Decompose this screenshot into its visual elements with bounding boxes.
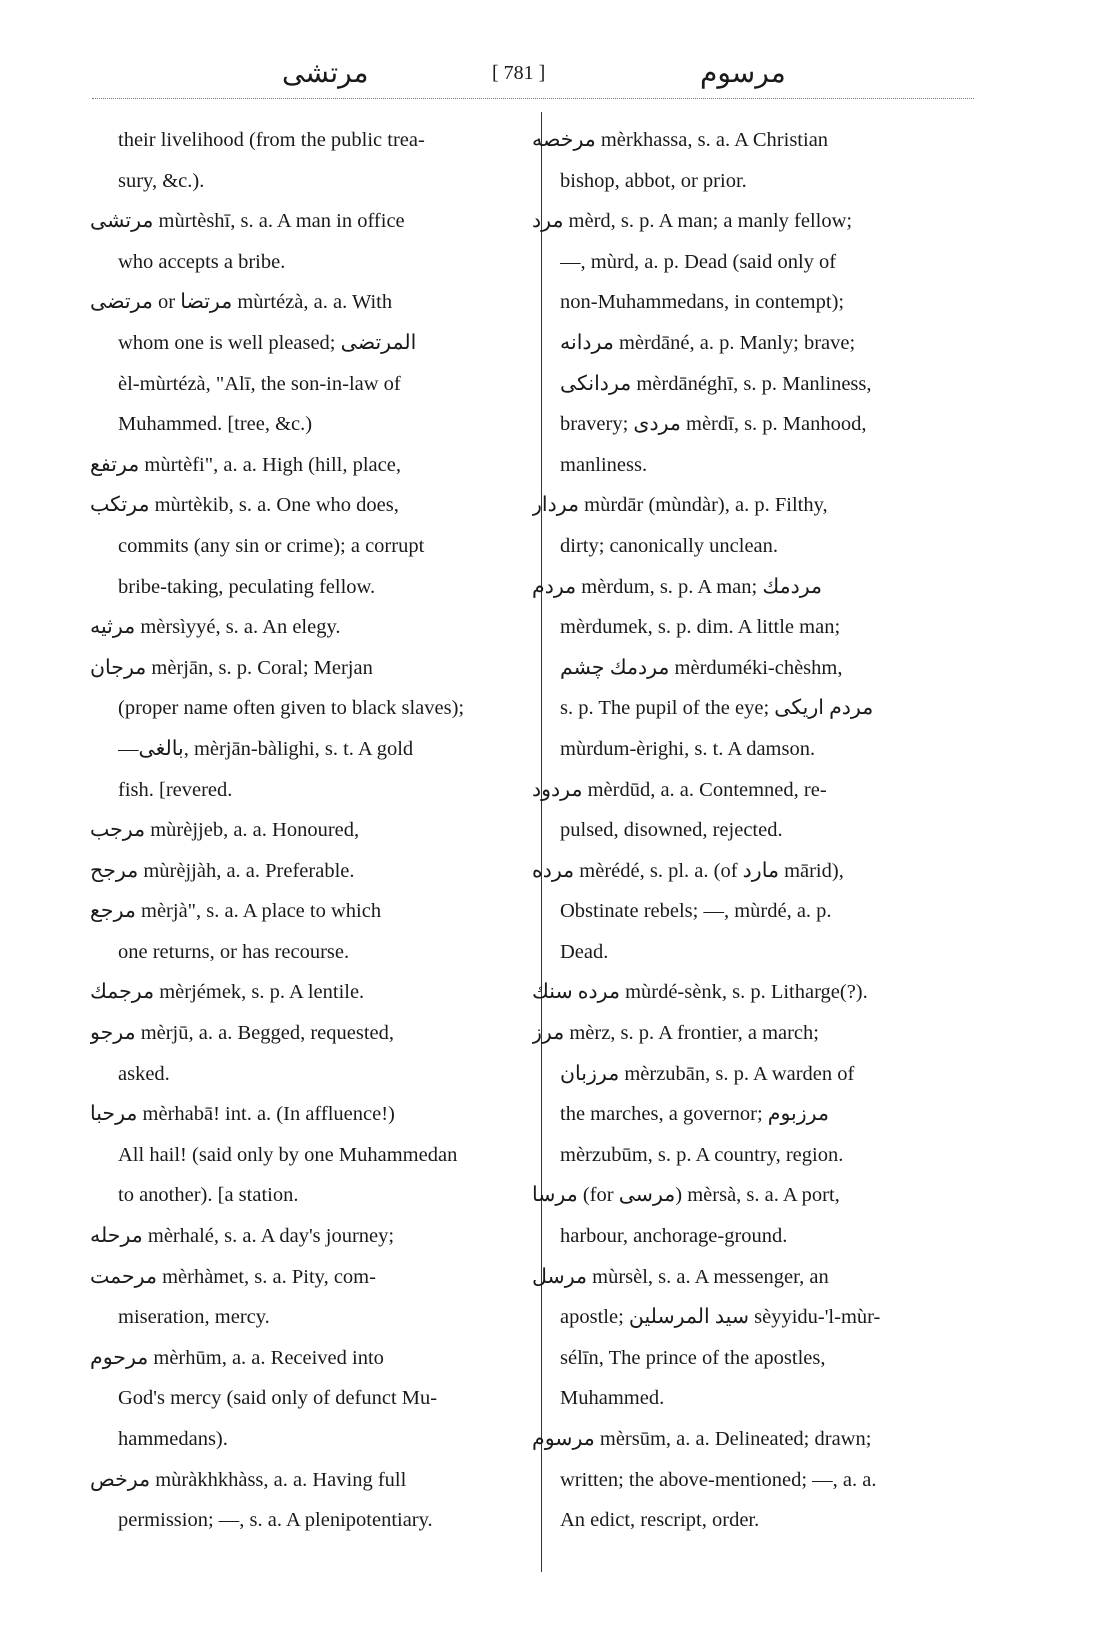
entry-line: An edict, rescript, order. <box>560 1509 760 1532</box>
entry-line: —بالغی, mèrjān-bàlighi, s. t. A gold <box>118 737 414 760</box>
entry-line: sury, &c.). <box>118 169 205 192</box>
entry-line: who accepts a bribe. <box>118 250 286 273</box>
entry-line: their livelihood (from the public trea- <box>118 129 425 151</box>
entry-line: dirty; canonically unclean. <box>560 534 779 557</box>
entry-line: to another). [a station. <box>118 1184 299 1207</box>
entry-line: مردود mèrdūd, a. a. Contemned, re- <box>532 778 827 801</box>
entry-line: مرخصه mèrkhassa, s. a. A Christian <box>532 129 829 151</box>
entry-line: All hail! (said only by one Muhammedan <box>118 1143 458 1166</box>
entry-line: مرجمك mèrjémek, s. p. A lentile. <box>90 981 365 1004</box>
entry-line: manliness. <box>560 453 648 476</box>
column-divider <box>541 112 542 1572</box>
entry-line: مرحوم mèrhūm, a. a. Received into <box>90 1346 384 1369</box>
entry-line: مرده سنك mùrdé-sènk, s. p. Litharge(?). <box>532 981 868 1004</box>
entry-line: written; the above-mentioned; —, a. a. <box>560 1468 877 1491</box>
entry-line: —, mùrd, a. p. Dead (said only of <box>560 250 837 273</box>
entry-line: مرحله mèrhalé, s. a. A day's journey; <box>90 1225 395 1248</box>
entry-line: مرتفع mùrtèfi", a. a. High (hill, place, <box>90 453 401 476</box>
entry-line: one returns, or has recourse. <box>118 940 350 963</box>
entry-line: bravery; مردی mèrdī, s. p. Manhood, <box>560 413 867 436</box>
entry-line: s. p. The pupil of the eye; مردم اریکی <box>560 697 874 720</box>
entry-line: مرسوم mèrsūm, a. a. Delineated; drawn; <box>532 1428 872 1450</box>
entry-line: hammedans). <box>118 1428 228 1450</box>
entry-line: مرد mèrd, s. p. A man; a manly fellow; <box>532 210 853 233</box>
entry-line: Muhammed. [tree, &c.) <box>118 413 313 436</box>
entry-line: مردم mèrdum, s. p. A man; مردمك <box>532 575 823 598</box>
right-column <box>532 120 980 1541</box>
entry-line: Dead. <box>560 940 609 963</box>
entry-line: apostle; سید المرسلین sèyyidu-'l-mùr- <box>560 1306 881 1329</box>
entry-line: asked. <box>118 1062 170 1085</box>
entry-line: مرجح mùrèjjàh, a. a. Preferable. <box>90 859 355 882</box>
entry-line: مرجو mèrjū, a. a. Begged, requested, <box>90 1022 394 1045</box>
entry-line: مرزبان mèrzubān, s. p. A warden of <box>560 1062 855 1085</box>
entry-line: مرتضی or مرتضا mùrtézà, a. a. With <box>90 291 393 314</box>
entry-line: مرجان mèrjān, s. p. Coral; Merjan <box>90 656 373 679</box>
entry-line: God's mercy (said only of defunct Mu- <box>118 1387 438 1410</box>
entry-line: fish. [revered. <box>118 778 233 801</box>
entry-line: مرسل mùrsèl, s. a. A messenger, an <box>532 1265 829 1288</box>
entry-line: Muhammed. <box>560 1387 665 1410</box>
entry-line: مردار mùrdār (mùndàr), a. p. Filthy, <box>532 494 828 517</box>
entry-line: مرده mèrédé, s. pl. a. (of مارد mārid), <box>532 859 844 882</box>
entry-line: مرتشی mùrtèshī, s. a. A man in office <box>90 210 405 233</box>
entry-line: sélīn, The prince of the apostles, <box>560 1346 826 1369</box>
entry-line: مردمك چشم mèrduméki-chèshm, <box>560 656 843 679</box>
entry-line: harbour, anchorage-ground. <box>560 1225 788 1248</box>
entry-line: مردانکی mèrdānéghī, s. p. Manliness, <box>560 372 872 395</box>
header-right-word: مرسوم <box>700 56 786 89</box>
entry-line: bribe-taking, peculating fellow. <box>118 575 376 598</box>
entry-line: whom one is well pleased; المرتضی <box>118 331 417 354</box>
entry-line: bishop, abbot, or prior. <box>560 169 747 192</box>
entry-line: commits (any sin or crime); a corrupt <box>118 534 425 557</box>
entry-line: مرخص mùràkhkhàss, a. a. Having full <box>90 1468 407 1491</box>
header-left-word: مرتشی <box>282 56 369 89</box>
entry-line: permission; —, s. a. A plenipotentiary. <box>118 1509 433 1532</box>
entry-line: mèrzubūm, s. p. A country, region. <box>560 1143 844 1166</box>
entry-line: mèrdumek, s. p. dim. A little man; <box>560 616 841 639</box>
page-number: [ 781 ] <box>492 62 546 84</box>
entry-line: pulsed, disowned, rejected. <box>560 819 783 842</box>
entry-line: Obstinate rebels; —, mùrdé, a. p. <box>560 900 832 923</box>
entry-line: mùrdum-èrighi, s. t. A damson. <box>560 737 816 760</box>
entry-line: (proper name often given to black slaves); <box>118 697 465 720</box>
entry-line: مرز mèrz, s. p. A frontier, a march; <box>532 1022 819 1045</box>
entry-line: miseration, mercy. <box>118 1306 270 1329</box>
entry-line: مرجع mèrjà", s. a. A place to which <box>90 900 382 923</box>
entry-line: the marches, a governor; مرزبوم <box>560 1103 829 1126</box>
entry-line: مرجب mùrèjjeb, a. a. Honoured, <box>90 819 360 842</box>
entry-line: مرحبا mèrhabā! int. a. (In affluence!) <box>90 1103 395 1126</box>
entry-line: non-Muhammedans, in contempt); <box>560 291 845 314</box>
entry-line: èl-mùrtézà, "Alī, the son-in-law of <box>118 372 401 395</box>
header-rule <box>92 98 974 99</box>
entry-line: مرسا (for مرسی) mèrsà, s. a. A port, <box>532 1184 840 1207</box>
entry-line: مرتکب mùrtèkib, s. a. One who does, <box>90 494 399 517</box>
running-header <box>92 52 972 102</box>
entry-line: مردانه mèrdāné, a. p. Manly; brave; <box>560 331 856 354</box>
entry-line: مرثیه mèrsìyyé, s. a. An elegy. <box>90 616 341 639</box>
entry-line: مرحمت mèrhàmet, s. a. Pity, com- <box>90 1265 376 1288</box>
left-column <box>90 120 526 1541</box>
